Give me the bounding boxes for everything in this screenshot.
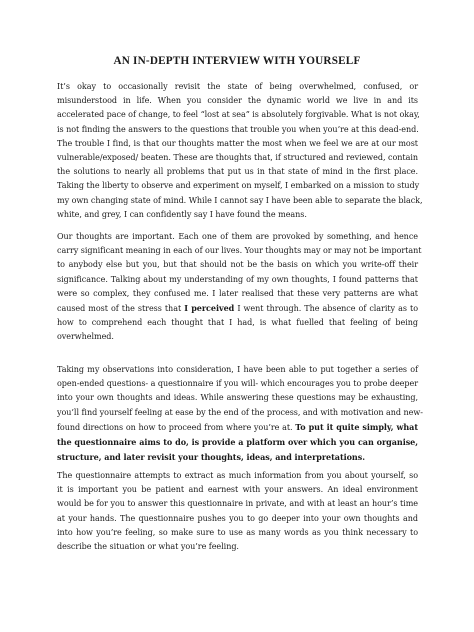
text-line: were so complex, they confused me. I later realised that these very patterns are what — [57, 288, 418, 298]
text-line: found directions on how to proceed from where you’re at. To put it quite simply, what — [57, 421, 418, 432]
text-line: into how you’re feeling, so make sure to use as many words as you think necessary to — [57, 527, 418, 537]
paragraph-2 — [57, 230, 422, 345]
document-title: AN IN-DEPTH INTERVIEW WITH YOURSELF — [113, 55, 361, 67]
text-line: overwhelmed. — [57, 332, 114, 342]
text-line: at your hands. The questionnaire pushes you to go deeper into your own thoughts and — [57, 513, 418, 523]
text-line: caused most of the stress that I perceived I went through. The absence of clarity as to — [57, 303, 418, 314]
text-line: significance. Talking about my understanding of my own thoughts, I found patterns that — [57, 274, 418, 284]
emphasis-text: structure, and later revisit your thoughts, ideas, and interpretations. — [57, 452, 365, 463]
text-line: vulnerable/exposed/ beaten. These are thoughts that, if structured and reviewed, contain — [57, 153, 418, 163]
text-line: into your own thoughts and ideas. While answering these questions may be exhausting, — [57, 393, 418, 403]
emphasis-text: the questionnaire aims to do, is provide a platform over which you can organise, — [57, 437, 418, 448]
text-line: Our thoughts are important. Each one of them are provoked by something, and hence — [57, 232, 418, 241]
text-line: open-ended questions- a questionnaire if you will- which encourages you to probe deeper — [57, 379, 418, 389]
text-line: It’s okay to occasionally revisit the state of being overwhelmed, confused, or — [57, 82, 418, 91]
text-line: how to comprehend each thought that I had, is what fuelled that feeling of being — [57, 318, 418, 328]
text-line: would be for you to answer this questionnaire in private, and with at least an hour’s time — [57, 499, 418, 509]
text-line: my own changing state of mind. While I cannot say I have been able to separate the black, — [57, 195, 423, 205]
text-line: Taking my observations into consideration, I have been able to put together a series of — [57, 365, 418, 374]
text-line: it is important you be patient and earnest with your answers. An ideal environment — [57, 485, 418, 495]
text-line: The questionnaire attempts to extract as much information from you about yourself, so — [57, 471, 418, 480]
paragraph-1 — [57, 80, 423, 222]
emphasis-text: I perceived — [184, 303, 235, 314]
text-line: accelerated pace of change, to feel “lost at sea” is absolutely forgivable. What is not okay, — [57, 110, 420, 120]
text-line — [57, 450, 418, 465]
text-line: carry significant meaning in each of our lives. Your thoughts may or may not be important — [57, 246, 422, 256]
text-line: The trouble I find, is that our thoughts matter the most when we feel we are at our most — [57, 138, 418, 148]
paragraph-4 — [57, 469, 418, 554]
text-line — [57, 435, 418, 450]
text-line: describe the situation or what you’re feeling. — [57, 542, 239, 552]
text-line: is not finding the answers to the questions that trouble you when you’re at this dead-end. — [57, 124, 419, 134]
paragraph-3 — [57, 363, 423, 465]
text-line: you’ll find yourself feeling at ease by the end of the process, and with motivation and new- — [57, 407, 423, 417]
text-line: Taking the liberty to observe and experiment on myself, I embarked on a mission to study — [57, 181, 420, 191]
text-line: the solutions to nearly all problems that put us in that state of mind in the first place. — [57, 167, 418, 177]
text-line: misunderstood in life. When you consider the dynamic world we live in and its — [57, 96, 418, 106]
text-line: white, and grey, I can confidently say I have found the means. — [57, 209, 307, 219]
text-line: to anybody else but you, but that should not be the basis on which you write-off their — [57, 260, 418, 270]
emphasis-text: To put it quite simply, what — [295, 421, 418, 432]
